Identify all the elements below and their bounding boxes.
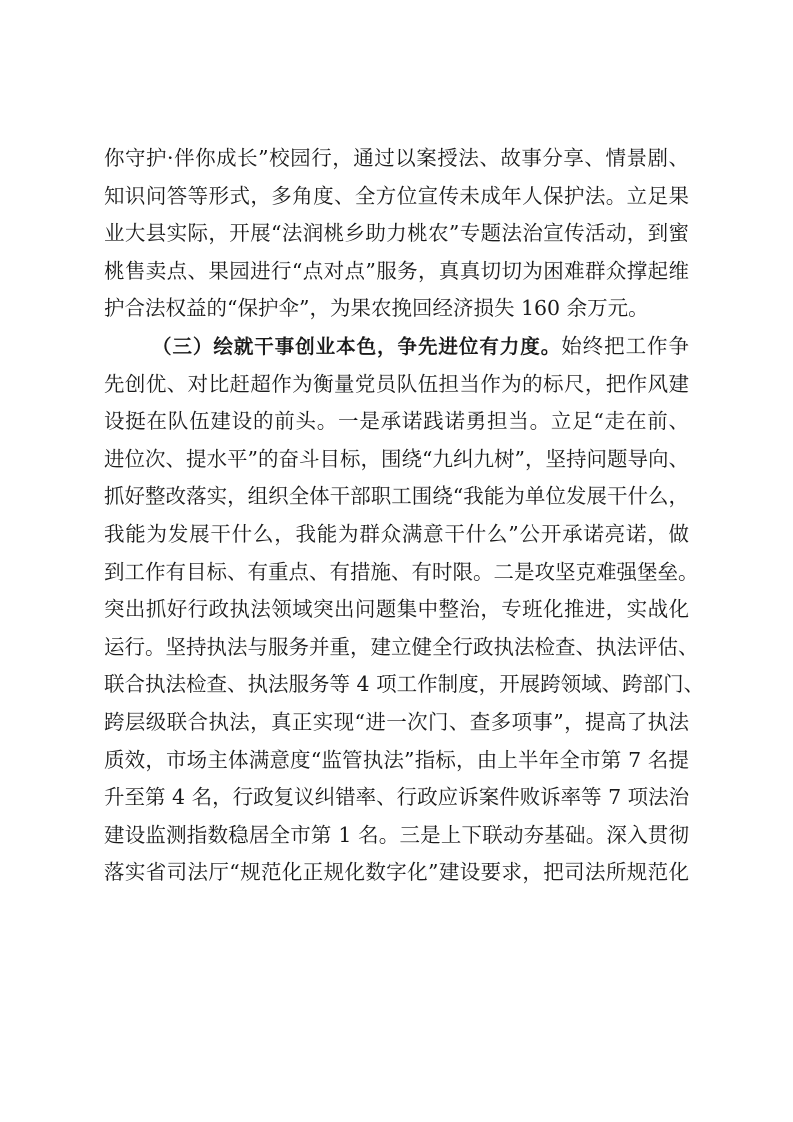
paragraph-line: 联合执法检查、执法服务等 4 项工作制度，开展跨领域、跨部门、 xyxy=(104,672,705,697)
paragraph-line: 知识问答等形式，多角度、全方位宣传未成年人保护法。立足果 xyxy=(104,183,689,208)
section-heading-line xyxy=(104,328,689,366)
paragraph-line: 抓好整改落实，组织全体干部职工围绕“我能为单位发展干什么， xyxy=(104,484,689,509)
paragraph-line: 设挺在队伍建设的前头。一是承诺践诺勇担当。立足“走在前、 xyxy=(104,409,689,434)
section-lead-text: 始终把工作争 xyxy=(561,333,689,358)
paragraph-line: 到工作有目标、有重点、有措施、有时限。二是攻坚克难强堡垒。 xyxy=(104,559,699,584)
paragraph-line: 突出抓好行政执法领域突出问题集中整治，专班化推进，实战化 xyxy=(104,597,689,622)
paragraph-line: 升至第 4 名，行政复议纠错率、行政应诉案件败诉率等 7 项法治 xyxy=(104,785,690,810)
section-heading: （三）绘就干事创业本色，争先进位有力度。 xyxy=(152,334,562,358)
paragraph-line: 质效，市场主体满意度“监管执法”指标，由上半年全市第 7 名提 xyxy=(104,747,689,772)
paragraph-line: 跨层级联合执法，真正实现“进一次门、查多项事”，提高了执法 xyxy=(104,709,689,734)
paragraph-line: 建设监测指数稳居全市第 1 名。三是上下联动夯基础。深入贯彻 xyxy=(104,822,689,847)
paragraph-line: 运行。坚持执法与服务并重，建立健全行政执法检查、执法评估、 xyxy=(104,634,699,659)
paragraph-line: 落实省司法厅“规范化正规化数字化”建设要求，把司法所规范化 xyxy=(104,860,689,885)
paragraph-line: 我能为发展干什么，我能为群众满意干什么”公开承诺亮诺，做 xyxy=(104,521,689,546)
paragraph-line: 进位次、提水平”的奋斗目标，围绕“九纠九树”，坚持问题导向、 xyxy=(104,446,689,471)
body-text xyxy=(104,140,705,892)
paragraph-line: 业大县实际，开展“法润桃乡助力桃农”专题法治宣传活动，到蜜 xyxy=(104,221,689,246)
paragraph-line: 先创优、对比赶超作为衡量党员队伍担当作为的标尺，把作风建 xyxy=(104,371,689,396)
paragraph-line: 你守护·伴你成长”校园行，通过以案授法、故事分享、情景剧、 xyxy=(104,146,689,170)
paragraph-line: 桃售卖点、果园进行“点对点”服务，真真切切为困难群众撑起维 xyxy=(104,258,689,283)
paragraph-line: 护合法权益的“保护伞”，为果农挽回经济损失 160 余万元。 xyxy=(104,296,649,321)
